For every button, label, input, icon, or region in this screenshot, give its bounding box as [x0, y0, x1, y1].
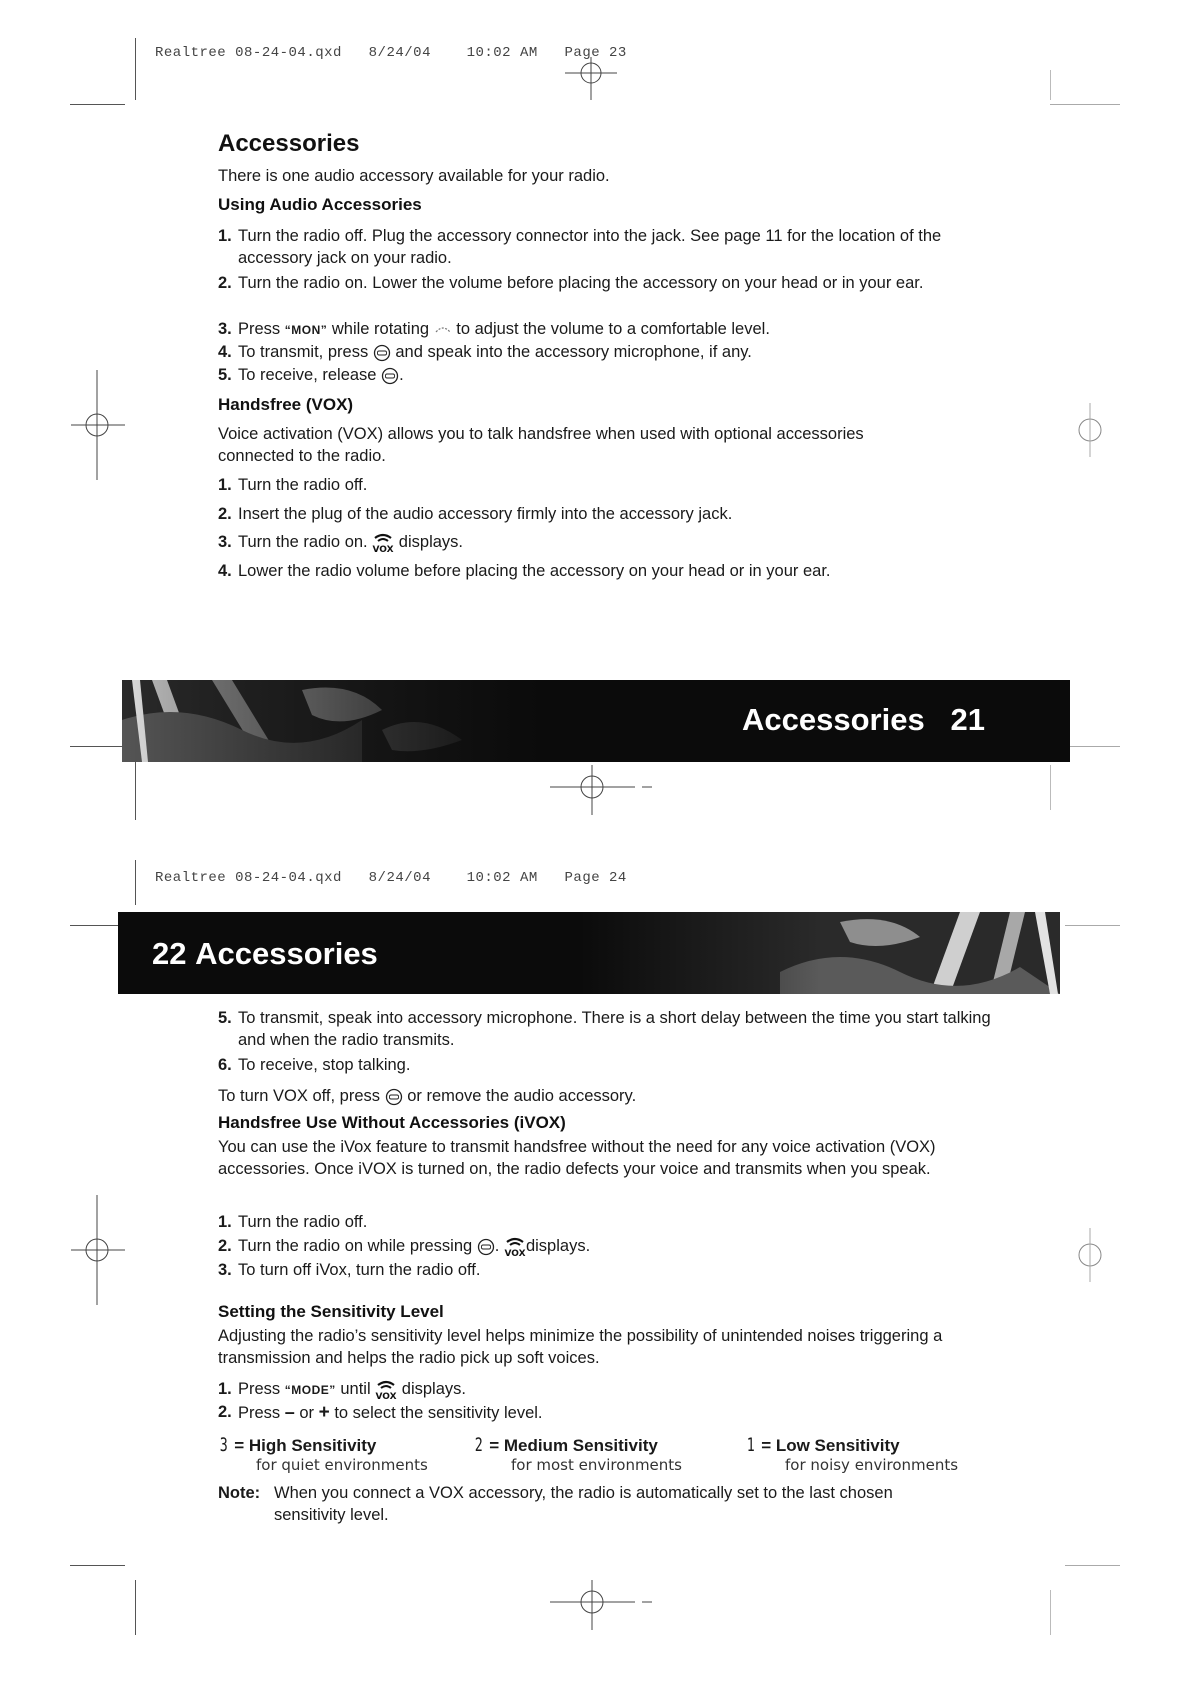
page-number: 21: [950, 702, 986, 737]
step-text: Press: [238, 1380, 285, 1398]
vox-display-icon: [375, 1380, 397, 1400]
sensitivity-label: = Medium Sensitivity: [489, 1436, 658, 1455]
slug-file: Realtree 08-24-04.qxd: [155, 870, 342, 886]
trim-mark: [70, 104, 125, 105]
note-label: Note:: [218, 1484, 261, 1502]
step-text: Turn the radio on. Lower the volume before placing the accessory on your head or in your ear.: [238, 274, 924, 292]
trim-mark: [135, 860, 136, 905]
trim-mark: [135, 1580, 136, 1635]
svg-text:VOX: VOX: [504, 1248, 526, 1257]
ptt-button-icon: [385, 1088, 403, 1106]
registration-mark-icon: [65, 1195, 135, 1305]
plus-key: +: [318, 1402, 330, 1423]
step-text: To transmit, press: [238, 343, 373, 361]
slug-date: 8/24/04: [368, 870, 431, 886]
step-text: .: [399, 366, 404, 384]
print-slug: [155, 45, 627, 61]
ptt-button-icon: [381, 367, 399, 385]
step-text: Turn the radio on.: [238, 533, 373, 551]
volume-knob-icon: [434, 323, 452, 337]
ivox-intro-text: You can use the iVox feature to transmit handsfree without the need for any voice activation (VOX) accessories. Once iVOX is turned on, the radio defects your voice and transmits when you speak.: [218, 1138, 936, 1178]
slug-page: Page 23: [564, 45, 627, 61]
step-number: 5.: [218, 366, 232, 384]
step-text: and speak into the accessory microphone, if any.: [390, 343, 752, 361]
step-text: Turn the radio on while pressing: [238, 1237, 477, 1255]
sensitivity-digit: 3: [219, 1434, 228, 1456]
note-text: When you connect a VOX accessory, the radio is automatically set to the last chosen sensitivity level.: [274, 1484, 893, 1524]
sensitivity-description: for quiet environments: [256, 1456, 428, 1474]
trim-mark: [1065, 1565, 1120, 1566]
ptt-button-icon: [373, 344, 391, 362]
step-text: to adjust the volume to a comfortable level.: [451, 320, 770, 338]
trim-mark: [1065, 925, 1120, 926]
step-number: 2.: [218, 274, 232, 292]
sens-intro-text: Adjusting the radio’s sensitivity level helps minimize the possibility of unintended noises triggering a transmission and helps the radio pick up soft voices.: [218, 1327, 943, 1367]
vox-off-text: [218, 1085, 636, 1107]
trim-mark: [70, 925, 125, 926]
vox-intro-text: Voice activation (VOX) allows you to talk handsfree when used with optional accessories connected to the radio.: [218, 425, 864, 465]
registration-mark-icon: [540, 765, 660, 820]
camouflage-photo: [580, 912, 1060, 994]
step-text: to select the sensitivity level.: [329, 1404, 543, 1422]
trim-mark: [70, 1565, 125, 1566]
sensitivity-high: [218, 1434, 428, 1474]
step-number: 1.: [218, 1213, 232, 1231]
registration-mark-icon: [555, 55, 645, 105]
step-number: 1.: [218, 1380, 232, 1398]
registration-mark-icon: [1065, 1220, 1115, 1290]
step-text: Press: [238, 320, 285, 338]
svg-text:VOX: VOX: [372, 544, 394, 553]
step-text: .: [494, 1237, 504, 1255]
step-number: 4.: [218, 343, 232, 361]
step-text: Turn the radio off. Plug the accessory connector into the jack. See page 11 for the location of the accessory jack on your radio.: [238, 227, 942, 267]
step-text: To receive, release: [238, 366, 382, 384]
minus-key: –: [284, 1402, 295, 1422]
mon-key-label: “MON”: [284, 323, 328, 337]
subsection-heading: Setting the Sensitivity Level: [218, 1302, 444, 1321]
banner-title-text: Accessories: [195, 936, 378, 971]
step-text: To transmit, speak into accessory microphone. There is a short delay between the time you start talking and when the radio transmits.: [238, 1009, 991, 1049]
step-number: 2.: [218, 505, 232, 523]
step-text: displays.: [394, 533, 463, 551]
sensitivity-label: = Low Sensitivity: [761, 1436, 900, 1455]
step-text: To turn off iVox, turn the radio off.: [238, 1261, 481, 1279]
ptt-button-icon: [477, 1238, 495, 1256]
step-number: 2.: [218, 1403, 232, 1421]
sensitivity-digit: 1: [746, 1434, 755, 1456]
step-number: 2.: [218, 1237, 232, 1255]
banner-title-text: Accessories: [742, 702, 925, 737]
banner-title: [742, 702, 985, 738]
sensitivity-digit: 2: [474, 1434, 483, 1456]
step-number: 4.: [218, 562, 232, 580]
trim-mark: [1065, 746, 1120, 747]
subsection-heading: Using Audio Accessories: [218, 195, 422, 214]
page-number: 22: [152, 936, 187, 971]
slug-page: Page 24: [564, 870, 627, 886]
step-number: 5.: [218, 1009, 232, 1027]
registration-mark-icon: [65, 370, 135, 480]
slug-time: 10:02 AM: [466, 870, 538, 886]
subsection-heading: Handsfree (VOX): [218, 395, 354, 414]
trim-mark: [1050, 70, 1051, 100]
step-text: while rotating: [327, 320, 434, 338]
vox-off-post: or remove the audio accessory.: [402, 1087, 637, 1105]
page-banner: [122, 680, 1070, 762]
section-title: Accessories: [218, 130, 360, 157]
step-number: 3.: [218, 320, 232, 338]
step-text: Press: [238, 1404, 285, 1422]
step-number: 6.: [218, 1056, 232, 1074]
banner-title: [152, 936, 378, 972]
sensitivity-low: [745, 1434, 958, 1474]
step-text: Lower the radio volume before placing the accessory on your head or in your ear.: [238, 562, 831, 580]
trim-mark: [135, 38, 136, 100]
step-text: Turn the radio off.: [238, 476, 368, 494]
trim-mark: [70, 746, 125, 747]
slug-date: 8/24/04: [368, 45, 431, 61]
registration-mark-icon: [1065, 395, 1115, 465]
step-text: displays.: [525, 1237, 591, 1255]
slug-file: Realtree 08-24-04.qxd: [155, 45, 342, 61]
intro-text: There is one audio accessory available for your radio.: [218, 167, 610, 185]
camouflage-photo: [122, 680, 542, 762]
svg-text:VOX: VOX: [375, 1391, 397, 1400]
sensitivity-description: for noisy environments: [785, 1456, 959, 1474]
step-number: 1.: [218, 476, 232, 494]
step-text: Insert the plug of the audio accessory firmly into the accessory jack.: [238, 505, 733, 523]
step-text: Turn the radio off.: [238, 1213, 368, 1231]
step-text: or: [294, 1404, 319, 1422]
print-slug: [155, 870, 627, 886]
trim-mark: [1050, 765, 1051, 810]
page-banner: [118, 912, 1060, 994]
trim-mark: [1050, 104, 1120, 105]
step-number: 1.: [218, 227, 232, 245]
trim-mark: [1050, 1590, 1051, 1635]
sensitivity-description: for most environments: [511, 1456, 682, 1474]
vox-off-pre: To turn VOX off, press: [218, 1087, 385, 1105]
step-text: displays.: [397, 1380, 466, 1398]
sensitivity-label: = High Sensitivity: [234, 1436, 377, 1455]
step-text: To receive, stop talking.: [238, 1056, 411, 1074]
trim-mark: [135, 760, 136, 820]
slug-time: 10:02 AM: [466, 45, 538, 61]
vox-display-icon: [504, 1237, 526, 1257]
vox-display-icon: [372, 533, 394, 553]
subsection-heading: Handsfree Use Without Accessories (iVOX): [218, 1113, 566, 1132]
step-text: until: [335, 1380, 376, 1398]
registration-mark-icon: [540, 1580, 660, 1635]
mode-key-label: “MODE”: [284, 1383, 336, 1397]
step-number: 3.: [218, 1261, 232, 1279]
sensitivity-medium: [473, 1434, 682, 1474]
step-number: 3.: [218, 533, 232, 551]
